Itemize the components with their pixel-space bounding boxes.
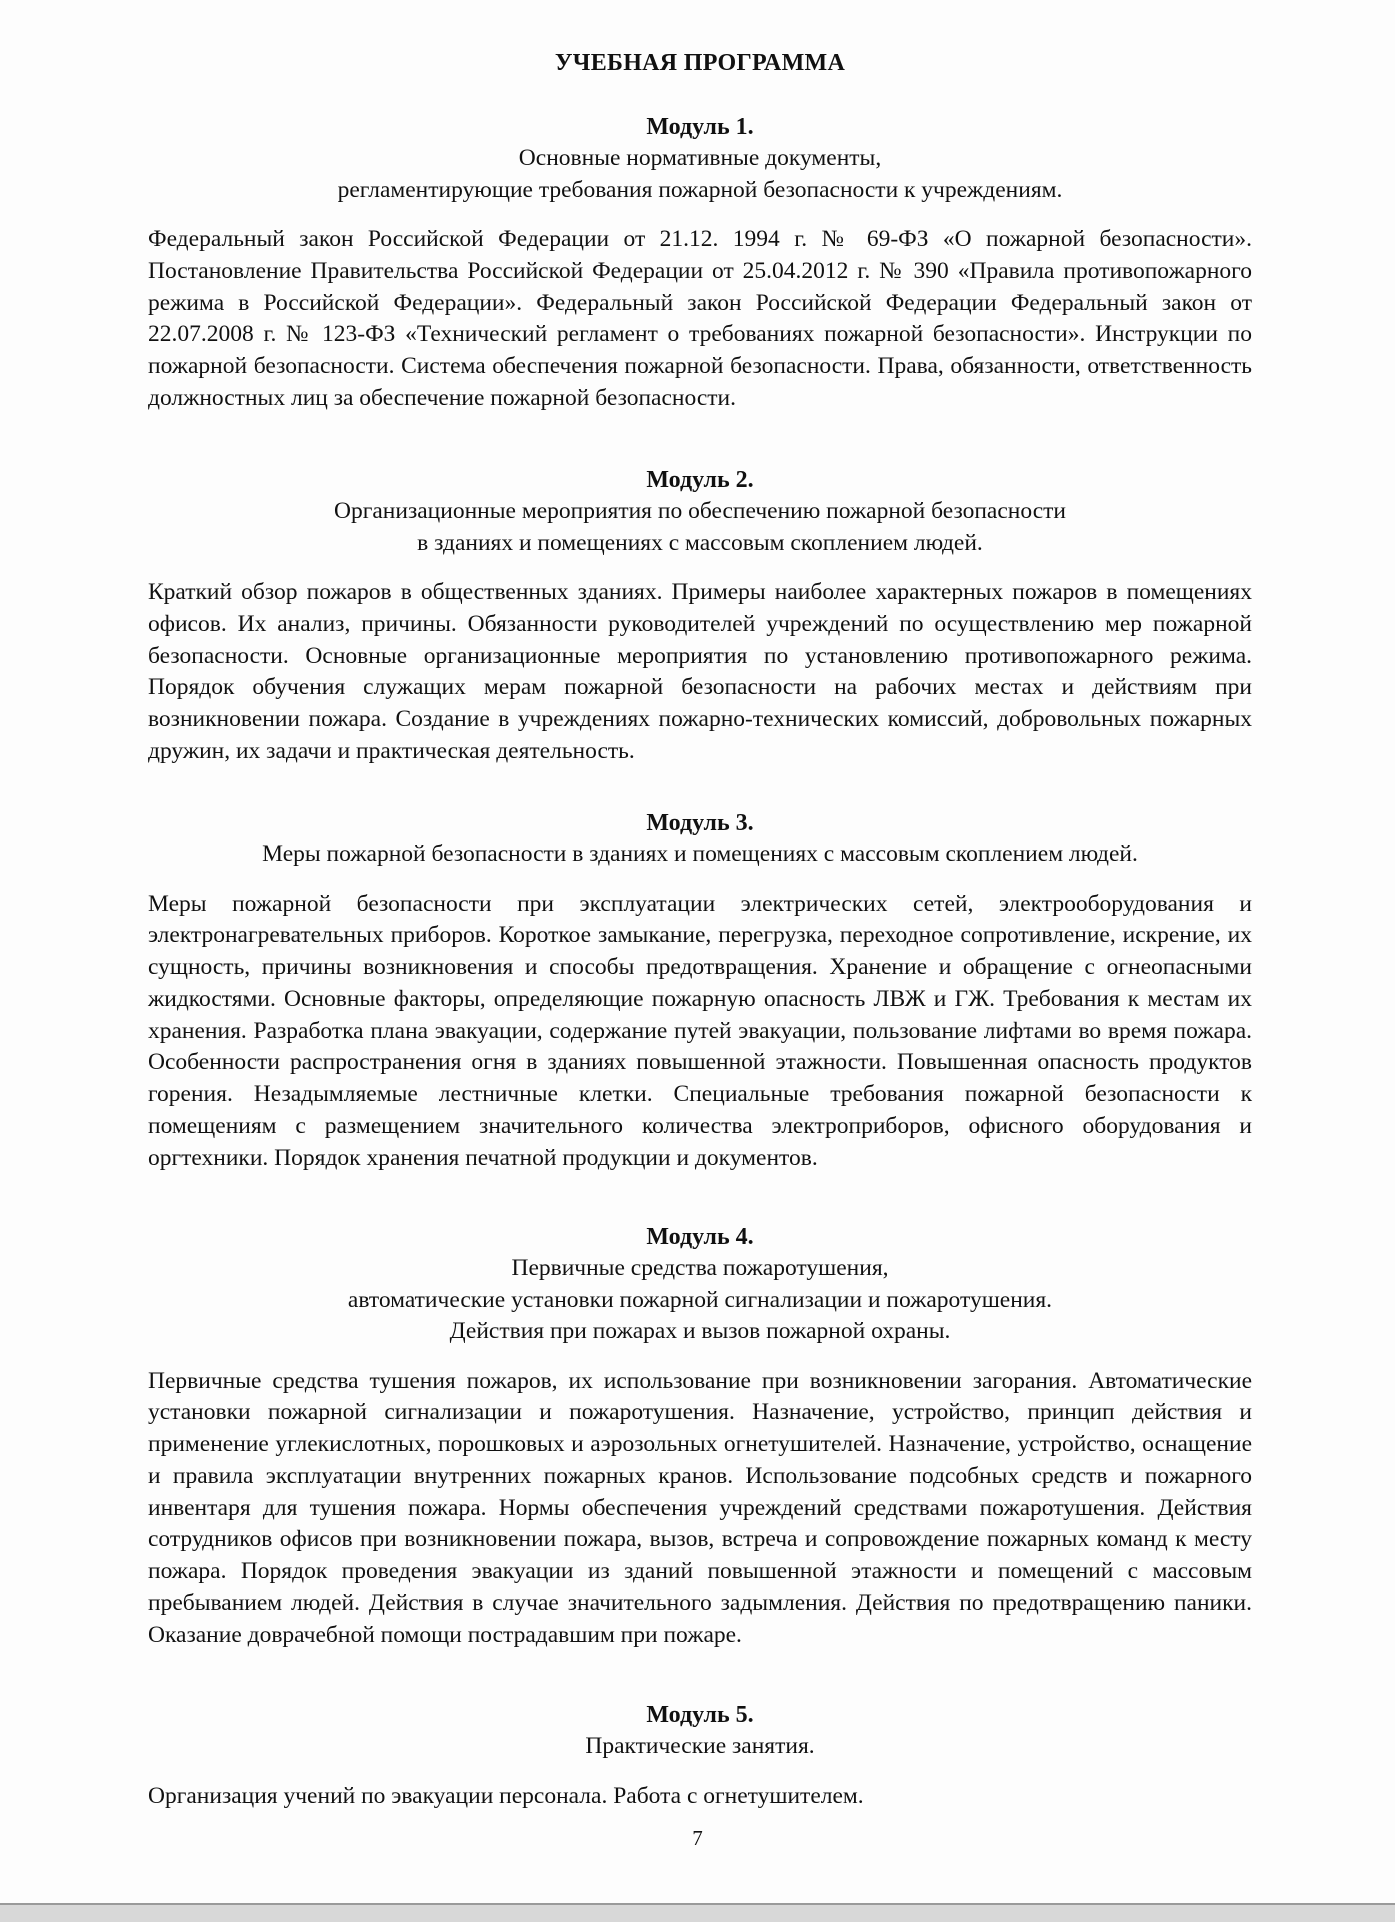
module-subtitle-line: Организационные мероприятия по обеспечению пожарной безопасности xyxy=(334,498,1066,524)
module-2 xyxy=(148,465,1252,768)
document-title: УЧЕБНАЯ ПРОГРАММА xyxy=(554,50,846,76)
module-subtitle-line: Первичные средства пожаротушения, xyxy=(511,1255,889,1281)
module-subtitle-line: Практические занятия. xyxy=(585,1733,815,1759)
module-4 xyxy=(148,1222,1252,1652)
module-subtitle-line: Меры пожарной безопасности в зданиях и помещениях с массовым скоплением людей. xyxy=(262,841,1138,867)
module-subtitle-line: Действия при пожарах и вызов пожарной охраны. xyxy=(449,1318,951,1344)
module-body-text: Меры пожарной безопасности при эксплуатации электрических сетей, электрооборудования и электронагревательных приборов. Короткое замыкание, перегрузка, переходное сопротивление, искрение, их сущность, причины возникновения и способы предотвращения. Хранение и обращение с огнеопасными жидкостями. Основные факторы, определяющие пожарную опасность ЛВЖ и ГЖ. Требования к местам их хранения. Разработка плана эвакуации, содержание путей эвакуации, пользование лифтами во время пожара. Особенности распространения огня в зданиях повышенной этажности. Повышенная опасность продуктов горения. Незадымляемые лестничные клетки. Специальные требования пожарной безопасности к помещениям с размещением значительного количества электроприборов, офисного оборудования и оргтехники. Порядок хранения печатной продукции и документов. xyxy=(148,890,1252,1171)
module-body-text: Федеральный закон Российской Федерации от 21.12. 1994 г. № 69-ФЗ «О пожарной безопасности». Постановление Правительства Российской Федерации от 25.04.2012 г. № 390 «Правила противопожарного режима в Российской Федерации». Федеральный закон Российской Федерации Федеральный закон от 22.07.2008 г. № 123-ФЗ «Технический регламент о требованиях пожарной безопасности». Инструкции по пожарной безопасности. Система обеспечения пожарной безопасности. Права, обязанности, ответственность должностных лиц за обеспечение пожарной безопасности. xyxy=(148,226,1252,411)
module-heading: Модуль 1. xyxy=(646,114,754,140)
module-body-text: Первичные средства тушения пожаров, их использование при возникновении загорания. Автоматические установки пожарной сигнализации и пожаротушения. Назначение, устройство, принцип действия и применение углекислотных, порошковых и аэрозольных огнетушителей. Назначение, устройство, оснащение и правила эксплуатации внутренних пожарных кранов. Использование подсобных средств и пожарного инвентаря для тушения пожара. Нормы обеспечения учреждений средствами пожаротушения. Действия сотрудников офисов при возникновении пожара, вызов, встреча и сопровождение пожарных команд к месту пожара. Порядок проведения эвакуации из зданий повышенной этажности и помещений с массовым пребыванием людей. Действия в случае значительного задымления. Действия по предотвращению паники. Оказание доврачебной помощи пострадавшим при пожаре. xyxy=(148,1367,1252,1648)
module-3 xyxy=(148,808,1252,1175)
module-subtitle-line: автоматические установки пожарной сигнализации и пожаротушения. xyxy=(347,1286,1053,1313)
scan-bottom-edge xyxy=(0,1903,1395,1922)
module-5 xyxy=(148,1700,1252,1812)
module-subtitle-line: в зданиях и помещениях с массовым скоплением людей. xyxy=(417,529,983,556)
module-body-text: Краткий обзор пожаров в общественных зданиях. Примеры наиболее характерных пожаров в помещениях офисов. Их анализ, причины. Обязанности руководителей учреждений по осуществлению мер пожарной безопасности. Основные организационные мероприятия по установлению противопожарного режима. Порядок обучения служащих мерам пожарной безопасности на рабочих местах и действиям при возникновении пожара. Создание в учреждениях пожарно-технических комиссий, добровольных пожарных дружин, их задачи и практическая деятельность. xyxy=(148,579,1252,764)
page-number: 7 xyxy=(692,1826,703,1850)
module-subtitle-line: Основные нормативные документы, xyxy=(518,145,882,171)
module-heading: Модуль 4. xyxy=(646,1224,754,1250)
module-heading: Модуль 5. xyxy=(646,1702,754,1728)
module-heading: Модуль 2. xyxy=(646,467,754,493)
module-body-text: Организация учений по эвакуации персонала. Работа с огнетушителем. xyxy=(148,1782,864,1809)
module-subtitle-line: регламентирующие требования пожарной безопасности к учреждениям. xyxy=(337,176,1063,203)
module-1 xyxy=(148,112,1252,415)
module-heading: Модуль 3. xyxy=(646,810,754,836)
